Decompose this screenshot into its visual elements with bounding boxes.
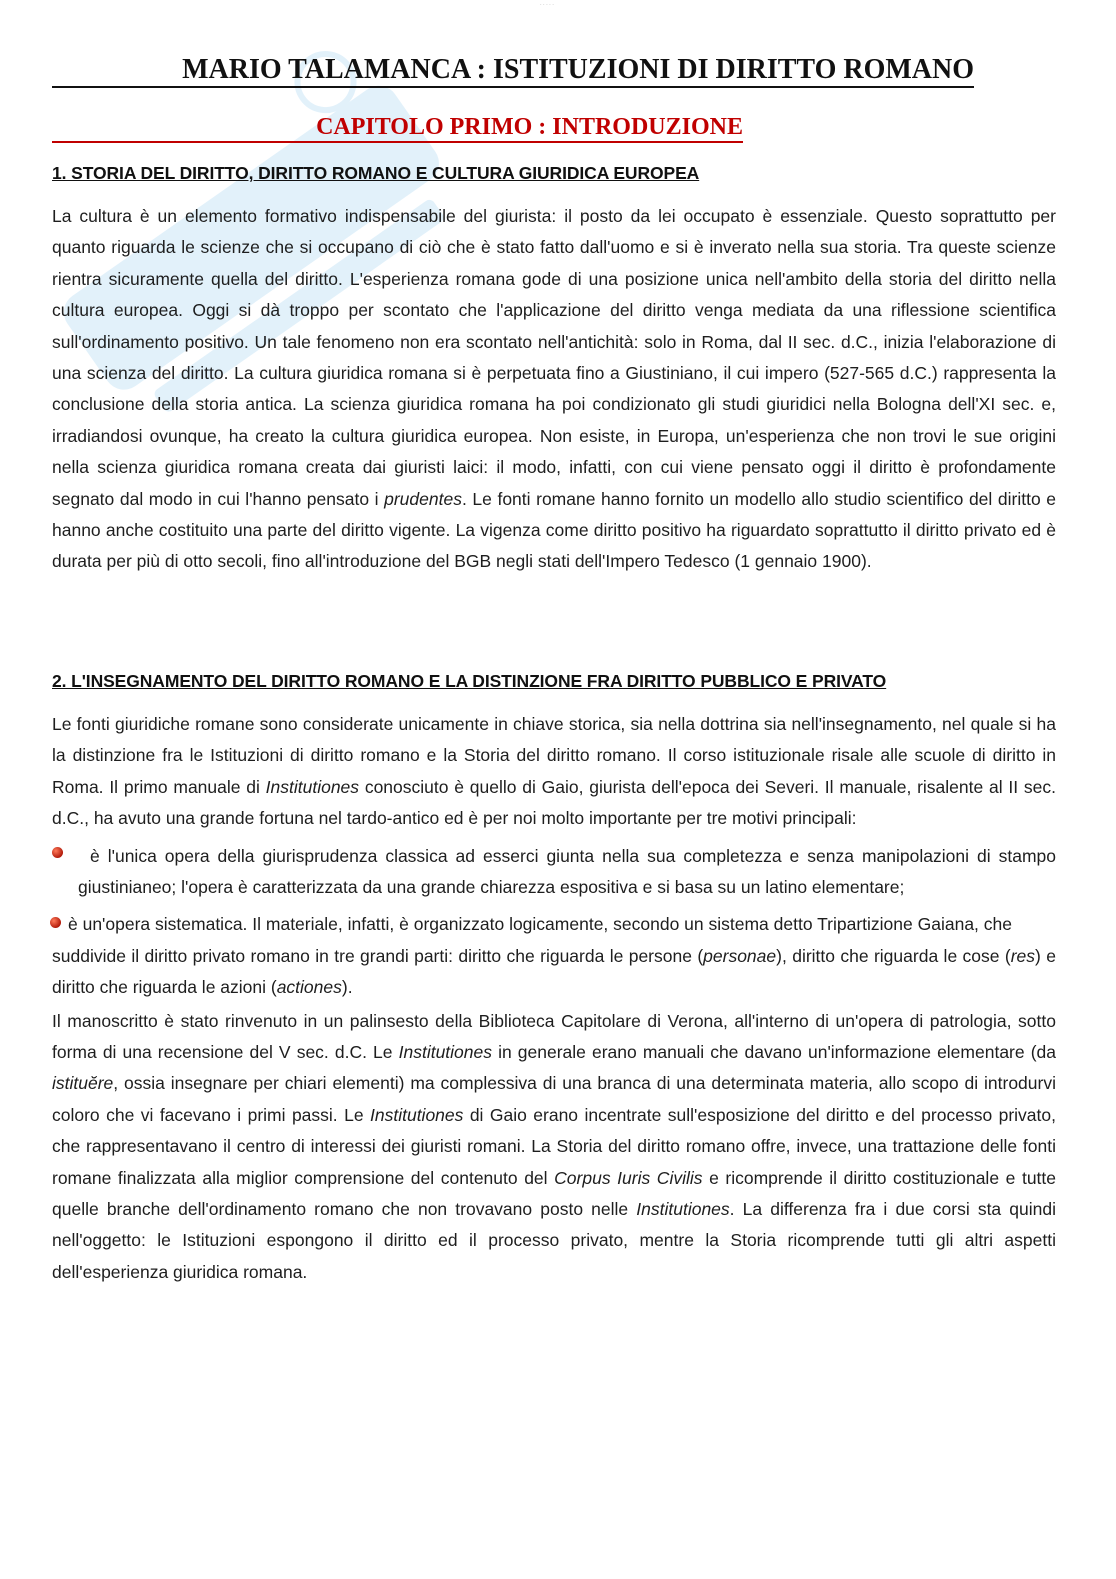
section-2-heading: 2. L'INSEGNAMENTO DEL DIRITTO ROMANO E LA DISTINZIONE FRA DIRITTO PUBBLICO E PRIVATO (52, 670, 887, 691)
bullet-item-2: è un'opera sistematica. Il materiale, infatti, è organizzato logicamente, secondo un sistema detto Tripartizione Gaiana, che (52, 909, 1056, 940)
section-1-heading: 1. STORIA DEL DIRITTO, DIRITTO ROMANO E CULTURA GIURIDICA EUROPEA (52, 163, 700, 183)
section-2-paragraph-3: Il manoscritto è stato rinvenuto in un palinsesto della Biblioteca Capitolare di Verona, all'interno di un'opera di patrologia, sotto forma di una recensione del V sec. d.C. Le Institutiones in generale erano manuali che davano un'informazione elementare (da istituĕre, ossia insegnare per chiari elementi) ma complessiva di una branca di una determinata materia, allo scopo di introdurvi coloro che vi facevano i primi passi. Le Institutiones di Gaio erano incentrate sull'esposizione del diritto e del processo privato, che rappresentavano il centro di interessi dei giuristi romani. La Storia del diritto romano offre, invece, una trattazione delle fonti romane finalizzata alla miglior comprensione del contenuto del Corpus Iuris Civilis e ricomprende il diritto costituzionale e tutte quelle branche dell'ordinamento romano che non trovavano posto nelle Institutiones. La differenza fra i due corsi sta quindi nell'oggetto: le Istituzioni espongono il diritto ed il processo privato, mentre la Storia ricomprende tutti gli altri aspetti dell'esperienza giuridica romana. (52, 1010, 1057, 1282)
book-title: MARIO TALAMANCA : ISTITUZIONI DI DIRITTO ROMANO (52, 54, 1056, 86)
bullet-item-1: è l'unica opera della giurisprudenza classica ad esserci giunta nella sua completezza e senza manipolazioni di stampo giustinianeo; l'opera è caratterizzata da una grande chiarezza espositiva e si basa su un latino elementare; (52, 841, 1056, 904)
chapter-underline (52, 141, 743, 143)
header-mark: · · · · · (540, 2, 554, 8)
section-2-paragraph-1: Le fonti giuridiche romane sono considerate unicamente in chiave storica, sia nella dottrina sia nell'insegnamento, nel quale si ha la distinzione fra le Istituzioni di diritto romano e la Storia del diritto romano. Il corso istituzionale risale alle scuole di diritto in Roma. Il primo manuale di Institutiones conosciuto è quello di Gaio, giurista dell'epoca dei Severi. Il manuale, risalente al II sec. d.C., ha avuto una grande fortuna nel tardo-antico ed è per noi molto importante per tre motivi principali: (52, 713, 1056, 829)
bullet-icon (52, 847, 63, 858)
section-1-paragraph: La cultura è un elemento formativo indispensabile del giurista: il posto da lei occupato è essenziale. Questo soprattutto per quanto riguarda le scienze che si occupano di ciò che è stato fatto dall'uomo e si è inverato nella sua storia. Tra queste scienze rientra sicuramente quella del diritto. L'esperienza romana gode di una posizione unica nell'ambito della storia del diritto nella cultura europea. Oggi si dà troppo per scontato che l'applicazione del diritto venga mediata da una riflessione scientifica sull'ordinamento positivo. Un tale fenomeno non era scontato nell'antichità: solo in Roma, dal II sec. d.C., inizia l'elaborazione di una scienza del diritto. La cultura giuridica romana si è perpetuata fino a Giustiniano, il cui impero (527-565 d.C.) rappresenta la conclusione della storia antica. La scienza giuridica romana ha poi condizionato gli studi giuridici nella Bologna dell'XI sec. e, irradiandosi ovunque, ha creato la cultura giuridica europea. Non esiste, in Europa, un'esperienza che non trovi le sue origini nella scienza giuridica romana creata dai giuristi laici: il modo, infatti, con cui viene pensato oggi il diritto è profondamente segnato dal modo in cui l'hanno pensato i prudentes. Le fonti romane hanno fornito un modello allo studio scientifico del diritto e hanno anche costituito una parte del diritto vigente. La vigenza come diritto positivo ha riguardato soprattutto il diritto privato ed è durata per più di otto secoli, fino all'introduzione del BGB negli stati dell'Impero Tedesco (1 gennaio 1900). (52, 206, 1056, 572)
section-2-paragraph-2: suddivide il diritto privato romano in tre grandi parti: diritto che riguarda le persone (personae), diritto che riguarda le cose (res) e diritto che riguarda le azioni (actiones). (52, 945, 1056, 998)
title-underline (52, 86, 974, 88)
document-page (52, 0, 1056, 1288)
chapter-title: CAPITOLO PRIMO : INTRODUZIONE (52, 112, 1056, 142)
